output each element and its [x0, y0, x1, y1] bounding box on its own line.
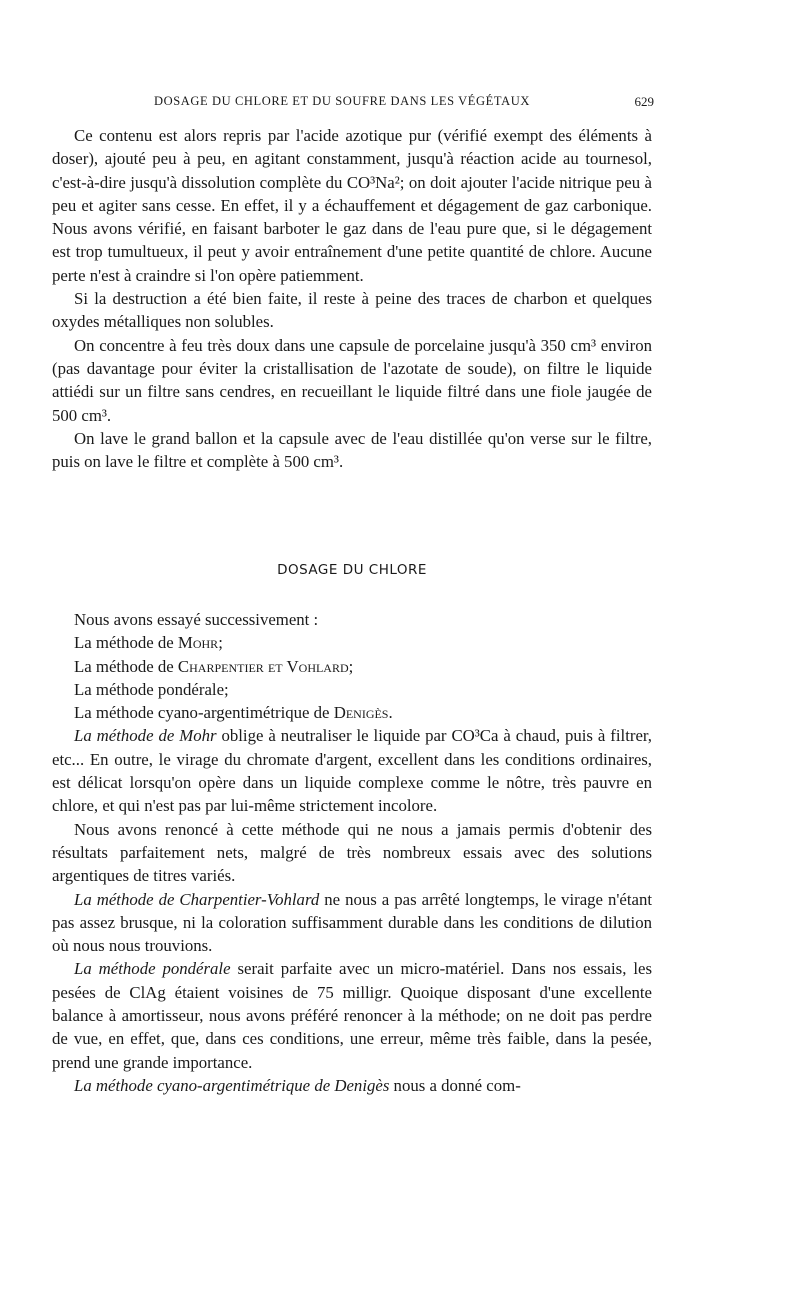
paragraph: Si la destruction a été bien faite, il reste à peine des traces de charbon et quelques oxydes métalliques non solubles. — [52, 289, 652, 332]
paragraph: Nous avons renoncé à cette méthode qui ne nous a jamais permis d'obtenir des résultats parfaitement nets, malgré de très nombreux essais avec des solutions argentiques de titres variés. — [52, 819, 652, 886]
paragraph: Ce contenu est alors repris par l'acide azotique pur (vérifié exempt des éléments à doser), ajouté peu à peu, en agitant constamment, jusqu'à réaction acide au tournesol, c'est-à-dire jusqu'à dissolution complète du CO³Na²; on doit ajouter l'acide nitrique peu à peu et agiter sans cesse. En effet, il y a échauffement et dégagement de gaz carbonique. Nous avons vérifié, en faisant barboter le gaz dans de l'eau pure que, si le dégagement est trop tumultueux, il peut y avoir entraînement d'une petite quantité de chlore. Aucune perte n'est à craindre si l'on opère patiemment. — [52, 126, 652, 285]
section-heading: DOSAGE DU CHLORE — [277, 562, 427, 578]
page-number: 629 — [634, 94, 654, 109]
intro-text — [52, 124, 652, 473]
paragraph: La méthode de Mohr oblige à neutraliser le liquide par CO³Ca à chaud, puis à filtrer, etc... En outre, le virage du chromate d'argent, excellent dans les conditions ordinaires, est délicat lorsqu'on opère dans un liquide complexe comme le nôtre, très pauvre en chlore, et qui n'est pas par lui-même strictement incolore. — [52, 726, 653, 816]
section-lead: Nous avons essayé successivement : — [74, 610, 319, 629]
method-item: La méthode de Mohr; — [74, 633, 223, 653]
paragraph: La méthode pondérale serait parfaite avec un micro-matériel. Dans nos essais, les pesées de ClAg étaient voisines de 75 milligr. Quoique disposant d'une excellente balance à amortisseur, nous avons préféré renoncer à la méthode; on ne doit pas perdre de vue, en effet, que, dans ces conditions, une erreur, même très faible, dans la pesée, prend une grande importance. — [52, 959, 652, 1072]
section-body — [52, 608, 652, 1097]
method-list — [52, 631, 652, 724]
paragraph: On concentre à feu très doux dans une capsule de porcelaine jusqu'à 350 cm³ environ (pas davantage pour éviter la cristallisation de l'azotate de soude), on filtre le liquide attiédi sur un filtre sans cendres, en recueillant le liquide filtré dans une fiole jaugée de 500 cm³. — [52, 335, 652, 425]
method-item: La méthode cyano-argentimétrique de Denigès. — [74, 703, 393, 723]
method-item: La méthode de Charpentier et Vohlard; — [74, 656, 354, 676]
running-title: DOSAGE DU CHLORE ET DU SOUFRE DANS LES VÉGÉTAUX — [153, 94, 531, 108]
paragraph: On lave le grand ballon et la capsule avec de l'eau distillée qu'on verse sur le filtre, puis on lave le filtre et complète à 500 cm³. — [52, 428, 652, 472]
method-item: La méthode pondérale; — [74, 679, 229, 699]
paragraph: La méthode de Charpentier-Vohlard ne nous a pas arrêté longtemps, le virage n'étant pas assez brusque, ni la coloration suffisamment durable dans les conditions de dilution où nous nous trouvions. — [52, 889, 653, 956]
paragraph: La méthode cyano-argentimétrique de Denigès nous a donné com- — [74, 1075, 521, 1095]
